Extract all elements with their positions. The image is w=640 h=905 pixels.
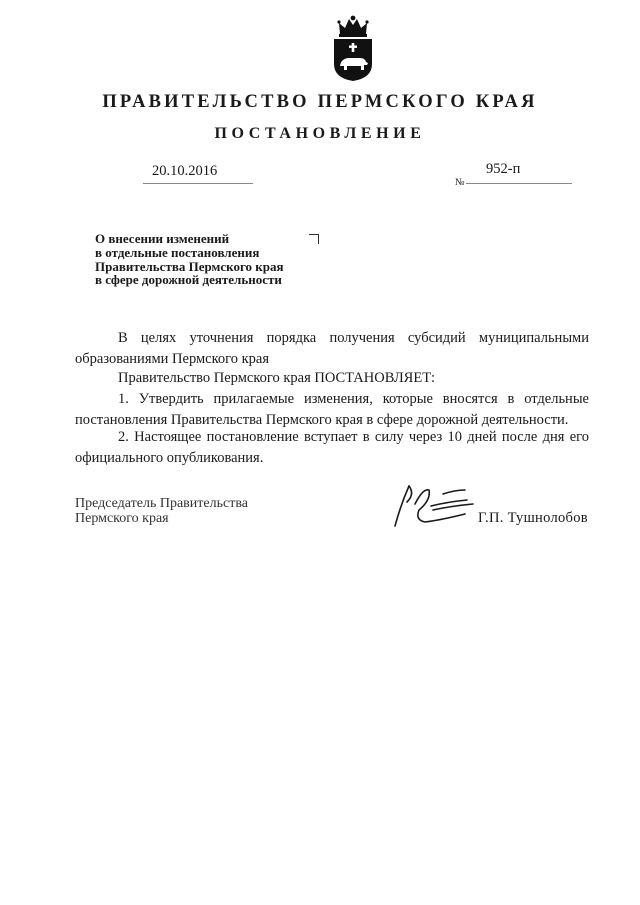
clause-2-paragraph: 2. Настоящее постановление вступает в силу через 10 дней после дня его официального опубликования.: [75, 429, 589, 466]
signer-title: [75, 497, 248, 526]
document-subject: [95, 232, 335, 287]
signer-title-line: Пермского края: [75, 510, 169, 526]
subject-corner-mark: [309, 234, 319, 244]
signer-title-line: Председатель Правительства: [75, 496, 248, 511]
clause-1-paragraph: 1. Утвердить прилагаемые изменения, которые вносятся в отдельные постановления Правительства Пермского края в сфере дорожной деятельности.: [75, 391, 589, 428]
coat-of-arms-icon: [330, 14, 376, 82]
number-sign: №: [455, 177, 465, 188]
number-underline: [466, 183, 572, 184]
subject-line: в отдельные постановления: [95, 244, 260, 260]
document-number: 952-п: [486, 161, 521, 177]
preamble-paragraph: В целях уточнения порядка получения субсидий муниципальными образованиями Пермского края: [75, 330, 589, 367]
subject-line: О внесении изменений: [95, 231, 230, 246]
subject-line: Правительства Пермского края: [95, 258, 284, 274]
handwritten-signature-icon: [385, 480, 477, 536]
document-date: 20.10.2016: [152, 163, 218, 179]
signer-name: Г.П. Тушнолобов: [478, 510, 588, 526]
document-type: ПОСТАНОВЛЕНИЕ: [214, 125, 426, 142]
subject-line: в сфере дорожной деятельности: [95, 272, 282, 288]
resolves-paragraph: Правительство Пермского края ПОСТАНОВЛЯЕТ:: [118, 370, 436, 386]
government-title: ПРАВИТЕЛЬСТВО ПЕРМСКОГО КРАЯ: [102, 92, 538, 112]
date-underline: [143, 183, 253, 184]
